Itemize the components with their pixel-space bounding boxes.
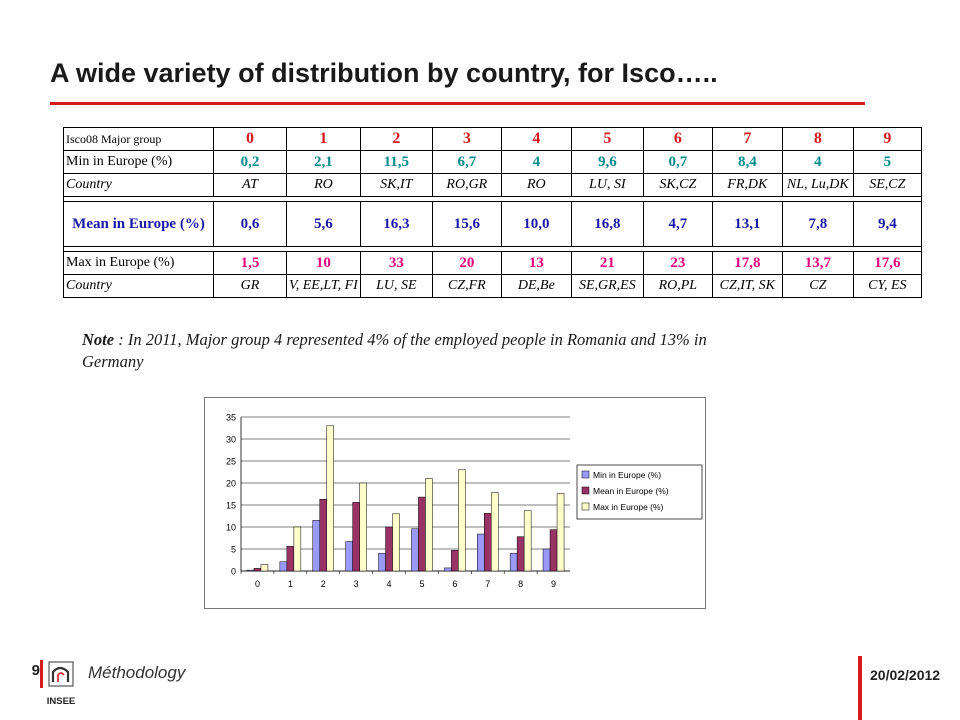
table-row-max-country — [64, 275, 922, 298]
mean-value-cell: 15,6 — [432, 202, 501, 247]
x-tick-label: 7 — [485, 579, 491, 589]
bar — [360, 483, 367, 571]
bar — [386, 527, 393, 571]
bar — [543, 549, 550, 571]
max-value-cell: 21 — [571, 252, 643, 275]
bar — [393, 514, 400, 571]
max-country-cell: RO,PL — [643, 275, 712, 298]
max-country-cell: CZ — [782, 275, 853, 298]
table-row-min — [64, 151, 922, 174]
footnote — [82, 329, 722, 373]
bar — [379, 553, 386, 571]
footer-section-label: Méthodology — [88, 663, 186, 682]
bar — [353, 502, 360, 571]
min-country-cell: FR,DK — [712, 174, 782, 197]
min-value-cell: 2,1 — [287, 151, 361, 174]
min-country-cell: RO — [287, 174, 361, 197]
legend-swatch — [582, 487, 589, 494]
legend-label: Max in Europe (%) — [593, 502, 664, 512]
legend-label: Min in Europe (%) — [593, 470, 662, 480]
x-tick-label: 4 — [386, 579, 392, 589]
group-header-cell: 1 — [287, 128, 361, 151]
max-country-cell: GR — [214, 275, 287, 298]
slide-title: A wide variety of distribution by country, for Isco….. — [50, 58, 718, 88]
min-value-cell: 9,6 — [571, 151, 643, 174]
max-country-cell: V, EE,LT, FI — [287, 275, 361, 298]
min-country-cell: RO — [501, 174, 571, 197]
max-value-cell: 10 — [287, 252, 361, 275]
bar — [320, 499, 327, 571]
table-row-min-country — [64, 174, 922, 197]
mean-value-cell: 9,4 — [853, 202, 921, 247]
bar — [411, 529, 418, 571]
group-header-cell: 6 — [643, 128, 712, 151]
group-header-cell: 9 — [853, 128, 921, 151]
mean-label: Mean in Europe (%) — [64, 202, 214, 247]
bar — [477, 534, 484, 571]
min-value-cell: 11,5 — [360, 151, 432, 174]
mean-value-cell: 4,7 — [643, 202, 712, 247]
group-header-cell: 2 — [360, 128, 432, 151]
table-row-max — [64, 252, 922, 275]
x-tick-label: 1 — [287, 579, 293, 589]
mean-value-cell: 7,8 — [782, 202, 853, 247]
table-row-header — [64, 128, 922, 151]
x-tick-label: 3 — [353, 579, 359, 589]
group-header-cell: 0 — [214, 128, 287, 151]
max-value-cell: 20 — [432, 252, 501, 275]
legend-label: Mean in Europe (%) — [593, 486, 669, 496]
header-label: Isco08 Major group — [64, 128, 214, 151]
bar — [287, 546, 294, 571]
y-tick-label: 25 — [225, 456, 236, 467]
min-value-cell: 0,2 — [214, 151, 287, 174]
min-value-cell: 8,4 — [712, 151, 782, 174]
max-country-cell: DE,Be — [501, 275, 571, 298]
bar — [254, 568, 261, 571]
max-value-cell: 13,7 — [782, 252, 853, 275]
y-tick-label: 20 — [225, 478, 236, 489]
max-country-cell: LU, SE — [360, 275, 432, 298]
min-country-cell: AT — [214, 174, 287, 197]
x-tick-label: 0 — [254, 579, 260, 589]
min-country-cell: SK,IT — [360, 174, 432, 197]
bar — [557, 494, 564, 571]
min-value-cell: 0,7 — [643, 151, 712, 174]
mean-value-cell: 0,6 — [214, 202, 287, 247]
y-tick-label: 0 — [230, 566, 236, 577]
y-tick-label: 15 — [225, 500, 236, 511]
page-number-bar — [40, 660, 43, 688]
max-country-label: Country — [64, 275, 214, 298]
max-country-cell: SE,GR,ES — [571, 275, 643, 298]
bar — [517, 537, 524, 571]
bar — [458, 470, 465, 571]
legend-swatch — [582, 503, 589, 510]
insee-logo-icon — [46, 660, 76, 710]
bar-chart-svg — [205, 398, 705, 608]
x-tick-label: 2 — [320, 579, 326, 589]
mean-value-cell: 16,3 — [360, 202, 432, 247]
bar — [491, 493, 498, 571]
group-header-cell: 4 — [501, 128, 571, 151]
min-country-cell: NL, Lu,DK — [782, 174, 853, 197]
table-row-mean — [64, 202, 922, 247]
x-tick-label: 8 — [518, 579, 524, 589]
group-header-cell: 5 — [571, 128, 643, 151]
mean-value-cell: 16,8 — [571, 202, 643, 247]
group-header-cell: 7 — [712, 128, 782, 151]
max-value-cell: 33 — [360, 252, 432, 275]
x-tick-label: 9 — [551, 579, 557, 589]
min-value-cell: 6,7 — [432, 151, 501, 174]
y-tick-label: 30 — [225, 434, 236, 445]
mean-value-cell: 10,0 — [501, 202, 571, 247]
max-value-cell: 17,8 — [712, 252, 782, 275]
bar — [327, 426, 334, 571]
min-value-cell: 5 — [853, 151, 921, 174]
footer-date: 20/02/2012 — [870, 667, 941, 683]
min-country-cell: RO,GR — [432, 174, 501, 197]
note-text: : In 2011, Major group 4 represented 4% of the employed people in Romania and 13% in Germany — [82, 330, 707, 371]
x-tick-label: 6 — [452, 579, 458, 589]
max-value-cell: 17,6 — [853, 252, 921, 275]
note-bold: Note — [82, 330, 115, 349]
bar — [313, 520, 320, 571]
bar — [294, 527, 301, 571]
isco-distribution-table — [63, 127, 922, 298]
max-value-cell: 1,5 — [214, 252, 287, 275]
bar — [444, 568, 451, 571]
mean-value-cell: 13,1 — [712, 202, 782, 247]
min-value-cell: 4 — [782, 151, 853, 174]
bar — [425, 479, 432, 571]
footer-divider — [858, 656, 862, 720]
bar — [484, 513, 491, 571]
bar — [261, 564, 268, 571]
y-tick-label: 35 — [225, 412, 236, 423]
max-value-cell: 23 — [643, 252, 712, 275]
bar — [418, 497, 425, 571]
page-number: 9 — [31, 662, 40, 679]
min-country-label: Country — [64, 174, 214, 197]
bar — [510, 553, 517, 571]
bar — [247, 570, 254, 571]
min-value-cell: 4 — [501, 151, 571, 174]
bar — [451, 550, 458, 571]
y-tick-label: 10 — [225, 522, 236, 533]
mean-value-cell: 5,6 — [287, 202, 361, 247]
max-value-cell: 13 — [501, 252, 571, 275]
bar — [280, 562, 287, 571]
bar-chart — [204, 397, 706, 609]
bar — [550, 530, 557, 571]
bar — [524, 511, 531, 571]
y-tick-label: 5 — [230, 544, 236, 555]
max-label: Max in Europe (%) — [64, 252, 214, 275]
min-country-cell: LU, SI — [571, 174, 643, 197]
group-header-cell: 3 — [432, 128, 501, 151]
min-country-cell: SK,CZ — [643, 174, 712, 197]
max-country-cell: CZ,FR — [432, 275, 501, 298]
min-label: Min in Europe (%) — [64, 151, 214, 174]
svg-text:INSEE: INSEE — [46, 696, 76, 707]
max-country-cell: CZ,IT, SK — [712, 275, 782, 298]
min-country-cell: SE,CZ — [853, 174, 921, 197]
title-underline — [50, 102, 865, 105]
group-header-cell: 8 — [782, 128, 853, 151]
x-tick-label: 5 — [419, 579, 425, 589]
bar — [346, 542, 353, 571]
max-country-cell: CY, ES — [853, 275, 921, 298]
legend-swatch — [582, 471, 589, 478]
